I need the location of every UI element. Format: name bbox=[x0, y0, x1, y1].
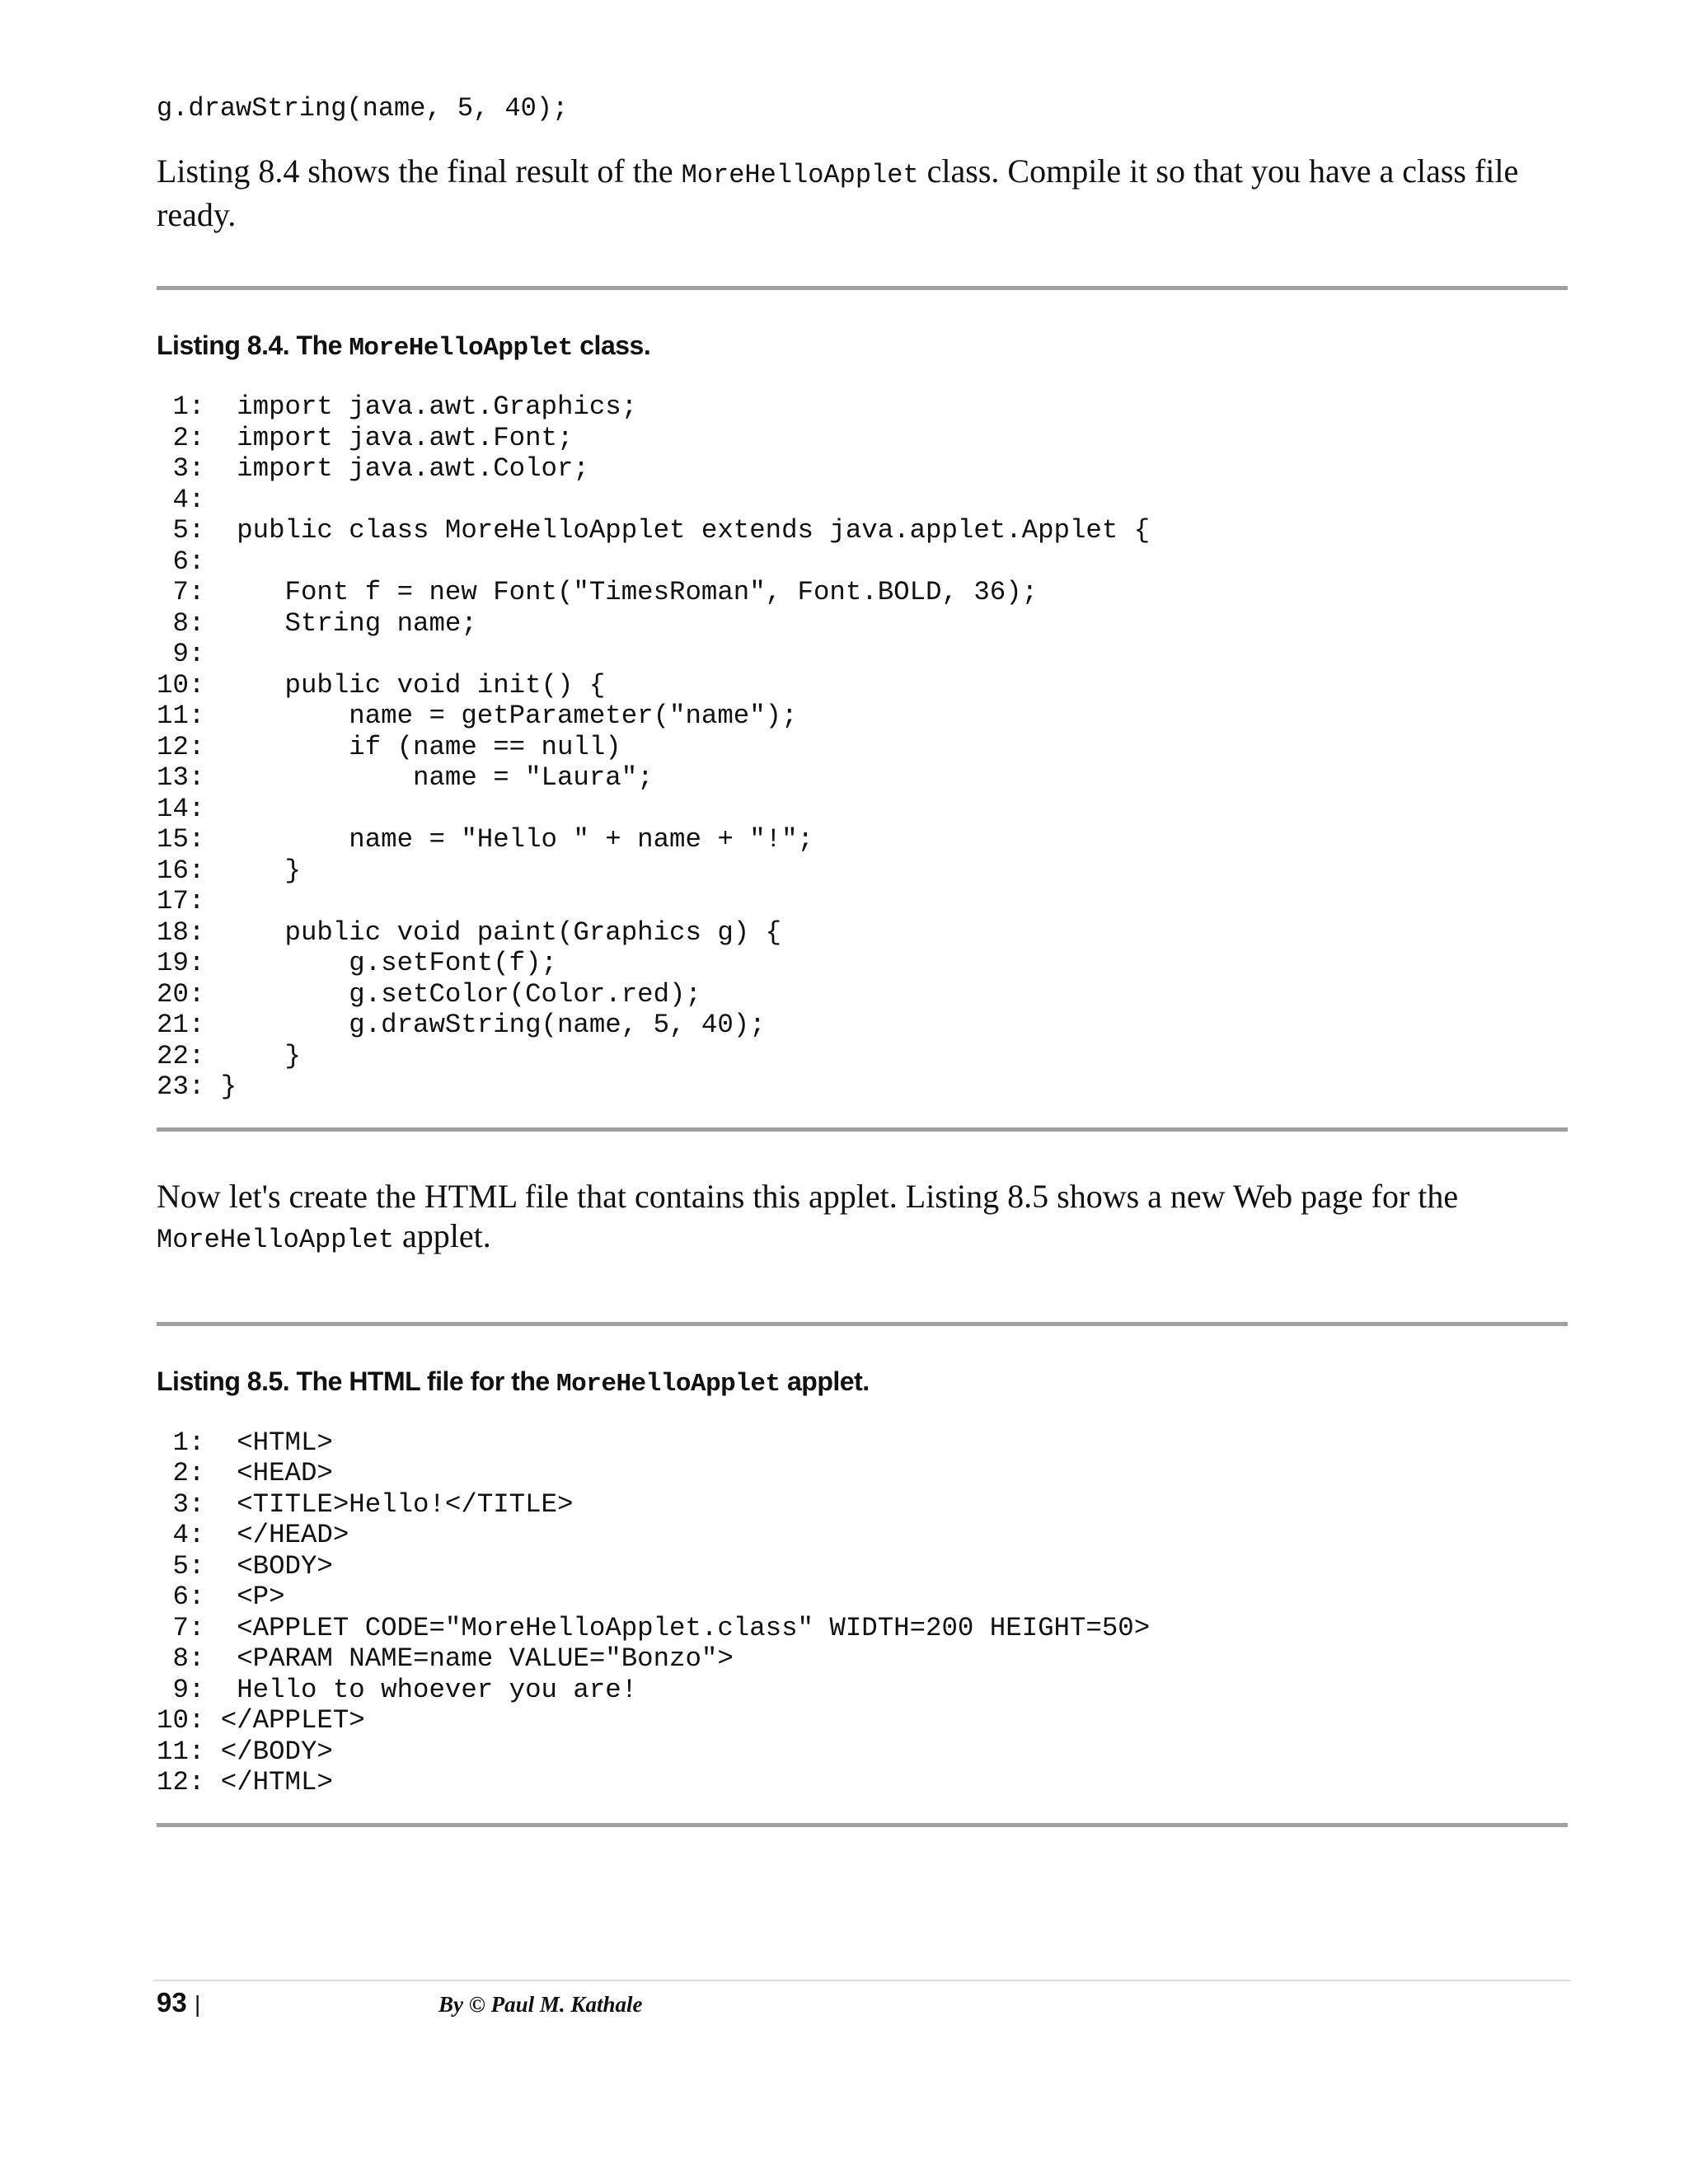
code-line: 7: Font f = new Font("TimesRoman", Font.BOLD, 36); bbox=[157, 577, 1039, 607]
caption-code: MoreHelloApplet bbox=[349, 334, 573, 363]
listing-caption-8-4 bbox=[157, 329, 1568, 365]
code-line: 10: </APPLET> bbox=[157, 1705, 365, 1736]
code-line: 11: </BODY> bbox=[157, 1736, 333, 1767]
code-line: 1: import java.awt.Graphics; bbox=[157, 391, 638, 422]
code-line: 11: name = getParameter("name"); bbox=[157, 701, 798, 731]
listing-caption-8-5 bbox=[157, 1365, 1568, 1401]
code-line: 14: bbox=[157, 793, 205, 824]
code-listing-8-4 bbox=[157, 391, 1568, 1103]
page-number: 93 bbox=[157, 1987, 187, 2018]
caption-text: applet. bbox=[780, 1366, 870, 1396]
code-line: 23: } bbox=[157, 1071, 237, 1102]
code-line: 4: </HEAD> bbox=[157, 1520, 349, 1550]
code-line: 15: name = "Hello " + name + "!"; bbox=[157, 824, 814, 855]
code-line: 12: if (name == null) bbox=[157, 731, 621, 762]
code-line: 17: bbox=[157, 886, 205, 916]
inline-code: MoreHelloApplet bbox=[157, 1224, 395, 1255]
inline-code: MoreHelloApplet bbox=[681, 160, 919, 190]
code-line: 20: g.setColor(Color.red); bbox=[157, 978, 701, 1010]
code-line: 6: <P> bbox=[157, 1582, 285, 1612]
code-line: 9: bbox=[157, 639, 205, 669]
divider-rule bbox=[157, 1823, 1568, 1827]
footer-divider bbox=[153, 1980, 1571, 1981]
code-line: 3: <TITLE>Hello!</TITLE> bbox=[157, 1488, 574, 1520]
caption-code: MoreHelloApplet bbox=[556, 1369, 781, 1399]
paragraph-listing-8-5-intro bbox=[157, 1177, 1568, 1260]
code-line: 3: import java.awt.Color; bbox=[157, 453, 589, 484]
code-line: 1: <HTML> bbox=[157, 1427, 333, 1458]
caption-text: Listing 8.5. The HTML file for the bbox=[157, 1366, 557, 1396]
code-listing-8-5 bbox=[157, 1427, 1568, 1798]
code-line: 13: name = "Laura"; bbox=[157, 762, 654, 793]
code-line: 4: bbox=[157, 484, 205, 515]
caption-text: class. bbox=[572, 330, 651, 360]
paragraph-text: Listing 8.4 shows the final result of the bbox=[157, 152, 682, 190]
code-line: 7: <APPLET CODE="MoreHelloApplet.class" WIDTH=200 HEIGHT=50> bbox=[157, 1612, 1151, 1643]
paragraph-text: class. Compile it so that you have a class file ready. bbox=[157, 152, 1519, 233]
code-line: 6: bbox=[157, 546, 205, 577]
code-line: 16: } bbox=[157, 855, 301, 886]
divider-rule bbox=[157, 1127, 1568, 1132]
code-line: 18: public void paint(Graphics g) { bbox=[157, 916, 782, 948]
paragraph-text: Now let's create the HTML file that contains this applet. Listing 8.5 shows a new Web page for the bbox=[157, 1177, 1459, 1215]
page-footer bbox=[157, 1985, 1568, 2026]
code-line: 5: public class MoreHelloApplet extends java.applet.Applet { bbox=[157, 515, 1151, 546]
paragraph-listing-8-4-intro bbox=[157, 152, 1568, 235]
page-content bbox=[157, 92, 1568, 1827]
code-line: 9: Hello to whoever you are! bbox=[157, 1674, 638, 1705]
code-line: 5: <BODY> bbox=[157, 1550, 333, 1582]
paragraph-text: applet. bbox=[394, 1216, 491, 1254]
code-line: 10: public void init() { bbox=[157, 669, 606, 701]
code-line: 2: <HEAD> bbox=[157, 1458, 333, 1488]
code-line: 21: g.drawString(name, 5, 40); bbox=[157, 1010, 766, 1040]
code-line: 19: g.setFont(f); bbox=[157, 948, 557, 978]
page-number-separator: | bbox=[195, 1991, 201, 2017]
code-line: 22: } bbox=[157, 1040, 301, 1071]
code-line: 12: </HTML> bbox=[157, 1767, 333, 1797]
author-byline: By © Paul M. Kathale bbox=[438, 1992, 643, 2017]
code-line: 2: import java.awt.Font; bbox=[157, 422, 574, 453]
code-fragment: g.drawString(name, 5, 40); bbox=[157, 93, 569, 124]
code-line: 8: <PARAM NAME=name VALUE="Bonzo"> bbox=[157, 1643, 734, 1674]
divider-rule bbox=[157, 286, 1568, 290]
divider-rule bbox=[157, 1322, 1568, 1326]
code-line: 8: String name; bbox=[157, 607, 477, 639]
caption-text: Listing 8.4. The bbox=[157, 330, 349, 360]
